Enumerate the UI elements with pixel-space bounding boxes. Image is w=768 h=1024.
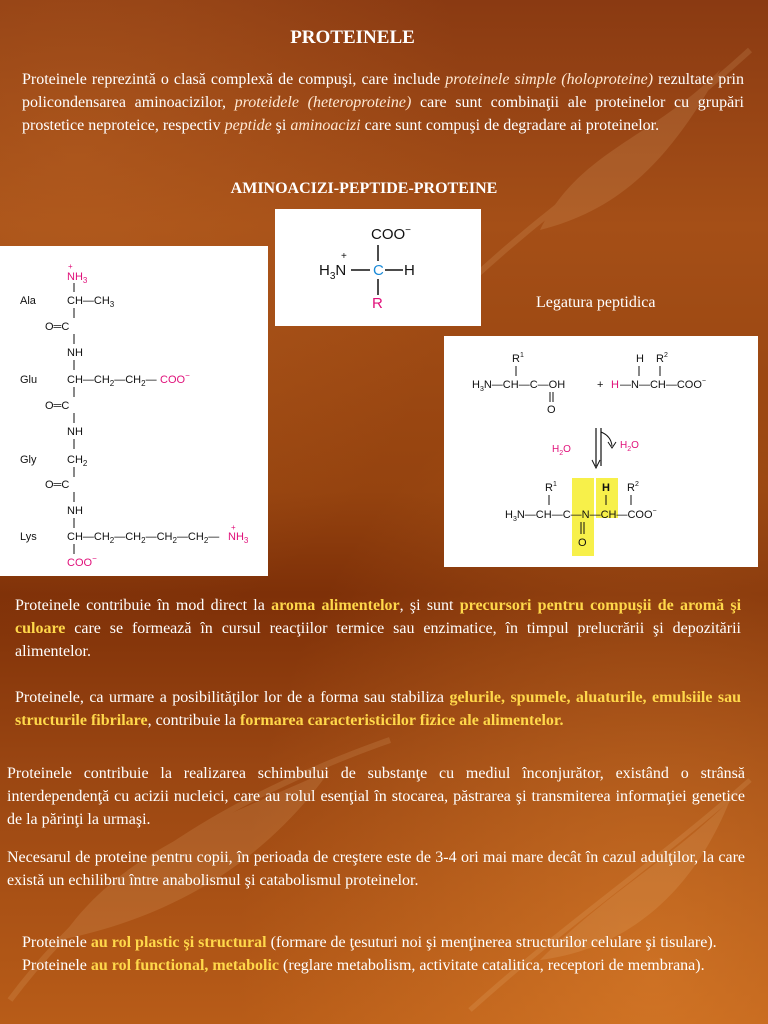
- highlight-physical: formarea caracteristicilor fizice ale alimentelor.: [239, 712, 564, 729]
- svg-text:CH—CH3: $CH—CH_3$: [67, 295, 115, 309]
- svg-text:R2: $R^2$: [627, 481, 639, 494]
- svg-text:+: +: [597, 379, 604, 391]
- highlight-plastic-role: rol plastic şi structural: [111, 934, 267, 951]
- peptide-bond-reaction-figure: [444, 336, 758, 567]
- peptide-bond-caption: Legatura peptidica: [536, 294, 656, 311]
- svg-text:NH3: $NH_3$: [67, 271, 88, 285]
- svg-text:H3N: $H_3N$: [319, 262, 347, 282]
- svg-text:H: H: [611, 379, 619, 391]
- intro-paragraph: Proteinele reprezintă o clasă complexă de compuşi, care include proteinele simple (holoproteine) rezultate prin policondensarea aminoacizilor, proteidele (heteroproteine) care sunt combinaţii ale proteinelor cu grupări prostetice neproteice, respectiv peptide şi aminoacizi care sunt compuşi de degradare ai proteinelor.: [22, 71, 745, 134]
- section-title: AMINOACIZI-PEPTIDE-PROTEINE: [230, 180, 498, 197]
- highlight-functional-role: rol functional, metabolic: [111, 957, 280, 974]
- svg-text:H: H: [404, 262, 415, 279]
- svg-text:+: +: [341, 251, 347, 262]
- svg-text:COO−: COO−: [160, 371, 190, 386]
- svg-text:R: R: [372, 295, 383, 312]
- svg-text:Lys: Lys: [20, 531, 37, 543]
- requirements-paragraph: Necesarul de proteine pentru copii, în perioada de creştere este de 3-4 ori mai mare decât în cazul adulţilor, la care există un echilibru între anabolismul şi catabolismul proteinelor.: [7, 849, 745, 889]
- svg-text:NH: NH: [67, 505, 83, 517]
- metabolism-paragraph: Proteinele contribuie la realizarea schimbului de substanţe cu mediul înconjurător, existând o strânsă interdependenţă cu acizii nucleici, care au rolul esenţial în stocarea, păstrarea şi transmiterea informaţiei genetice de la părinţi la urmaşi.: [7, 765, 745, 828]
- svg-text:NH: NH: [67, 426, 83, 438]
- term-heteroproteins: proteidele (heteroproteine): [234, 94, 412, 111]
- svg-text:O: O: [578, 537, 587, 549]
- highlight-precursors: precursori pentru compuşii de aromă şi culoare: [15, 597, 742, 637]
- svg-text:H2O: $H_2O$: [620, 440, 639, 453]
- term-simple-proteins: proteinele simple (holoproteine): [445, 71, 654, 88]
- plastic-role-line: Proteinele au rol plastic şi structural (formare de ţesuturi noi şi menţinerea structurilor celulare şi tisulare).: [22, 934, 717, 951]
- svg-text:—N—CH—COO−: —N—CH—COO−: [620, 378, 706, 391]
- page-title: PROTEINELE: [290, 27, 415, 48]
- svg-text:C: C: [373, 262, 384, 279]
- svg-text:NH3: $NH_3$: [228, 531, 249, 545]
- svg-text:COO−: COO−: [371, 225, 412, 243]
- functional-role-line: Proteinele au rol functional, metabolic (reglare metabolism, activitate catalitica, receptori de membrana).: [22, 957, 705, 974]
- svg-text:CH2: $CH_2$: [67, 454, 88, 468]
- svg-text:COO−: COO−: [67, 554, 97, 569]
- svg-text:R1: $R^1$: [545, 481, 557, 494]
- term-peptide: peptide: [224, 117, 272, 134]
- svg-text:CH—CH2—CH2—CH2—CH2—: $CH—CH_2—CH_2—CH_2—CH_2—$: [67, 531, 220, 545]
- svg-text:+: +: [68, 262, 73, 271]
- term-aminoacizi: aminoacizi: [290, 117, 361, 134]
- svg-text:O: O: [547, 404, 556, 416]
- svg-text:O═C: O═C: [45, 479, 70, 491]
- svg-text:H: H: [636, 353, 644, 365]
- highlight-aroma: aroma alimentelor: [271, 597, 400, 614]
- roles-paragraph: [22, 931, 745, 977]
- svg-text:H3N—CH—C—OH: $H_3N—CH—C—OH$: [472, 379, 566, 393]
- texture-paragraph: Proteinele, ca urmare a posibilităţilor lor de a forma sau stabiliza gelurile, spumele, aluaturile, emulsiile sau structurile fibrilare, contribuie la formarea caracteristicilor fizice ale alimentelor.: [15, 689, 742, 729]
- svg-text:O═C: O═C: [45, 400, 70, 412]
- svg-text:Gly: Gly: [20, 454, 37, 466]
- svg-text:H: H: [602, 482, 610, 494]
- svg-text:CH—CH2—CH2—: $CH—CH_2—CH_2—$: [67, 374, 157, 388]
- highlight-gels: gelurile, spumele, aluaturile, emulsiile sau structurile fibrilare: [15, 689, 742, 729]
- svg-text:H3N—CH—C—N—CH—COO−: $H_3N—CH—C—N—CH—COO^-$: [505, 508, 657, 523]
- aroma-paragraph: Proteinele contribuie în mod direct la aroma alimentelor, şi sunt precursori pentru compuşii de aromă şi culoare care se formează în cursul reacţiilor termice sau enzimatice, în timpul prelucrării şi depozitării alimentelor.: [15, 597, 742, 660]
- svg-text:H2O: $H_2O$: [552, 444, 571, 457]
- polypeptide-chain-figure: [0, 246, 268, 576]
- svg-text:Glu: Glu: [20, 374, 38, 386]
- svg-text:R2: $R^2$: [656, 352, 668, 365]
- svg-text:NH: NH: [67, 347, 83, 359]
- svg-text:R1: $R^1$: [512, 352, 524, 365]
- svg-text:O═C: O═C: [45, 321, 70, 333]
- svg-text:Ala: Ala: [20, 295, 36, 307]
- amino-acid-structure-figure: [275, 209, 481, 326]
- svg-text:+: +: [231, 523, 236, 532]
